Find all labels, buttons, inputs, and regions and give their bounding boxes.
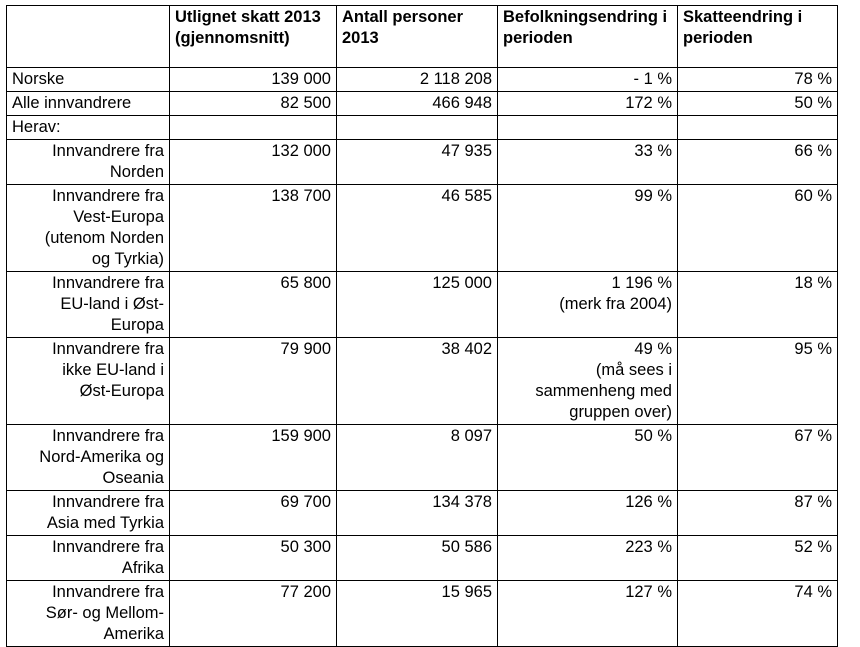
header-row: [7, 6, 838, 68]
row-label: Innvandrere fra ikke EU-land i Øst-Europa: [7, 338, 170, 425]
row-label: Innvandrere fra Nord-Amerika og Oseania: [7, 425, 170, 491]
row-label: Innvandrere fra EU-land i Øst-Europa: [7, 272, 170, 338]
cell-tax-change: 18 %: [678, 272, 838, 338]
row-label: Alle innvandrere: [7, 92, 170, 116]
cell-pop-change: [498, 491, 678, 536]
cell-tax-change: 66 %: [678, 140, 838, 185]
cell-tax: 138 700: [170, 185, 337, 272]
cell-tax-change: 78 %: [678, 68, 838, 92]
row-label: Innvandrere fra Vest-Europa (utenom Norden og Tyrkia): [7, 185, 170, 272]
tax-table: [6, 5, 838, 647]
header-tax: Utlignet skatt 2013 (gjennomsnitt): [170, 6, 337, 68]
table-row: [7, 491, 838, 536]
cell-pop-change: [498, 272, 678, 338]
cell-tax: 139 000: [170, 68, 337, 92]
cell-pop-change: [498, 140, 678, 185]
table-row: [7, 581, 838, 647]
cell-pop-change: [498, 425, 678, 491]
cell-tax: 69 700: [170, 491, 337, 536]
table-row: [7, 272, 838, 338]
cell-pop-change: [498, 338, 678, 425]
cell-persons: 47 935: [337, 140, 498, 185]
header-label: [7, 6, 170, 68]
table-row: [7, 536, 838, 581]
cell-persons: [337, 116, 498, 140]
pop-change-value: 99 %: [634, 187, 672, 205]
table-row: [7, 116, 838, 140]
cell-tax: 82 500: [170, 92, 337, 116]
row-label: Innvandrere fra Asia med Tyrkia: [7, 491, 170, 536]
pop-change-value: 33 %: [634, 142, 672, 160]
pop-change-note: (merk fra 2004): [559, 295, 672, 313]
cell-pop-change: [498, 116, 678, 140]
cell-tax-change: 60 %: [678, 185, 838, 272]
cell-tax-change: 52 %: [678, 536, 838, 581]
cell-pop-change: [498, 185, 678, 272]
pop-change-value: 50 %: [634, 427, 672, 445]
cell-pop-change: [498, 92, 678, 116]
cell-tax-change: 95 %: [678, 338, 838, 425]
cell-persons: 15 965: [337, 581, 498, 647]
table-row: [7, 140, 838, 185]
cell-tax-change: 67 %: [678, 425, 838, 491]
cell-persons: 466 948: [337, 92, 498, 116]
cell-tax: [170, 116, 337, 140]
pop-change-value: 1 196 %: [611, 274, 672, 292]
cell-pop-change: [498, 536, 678, 581]
cell-tax-change: 87 %: [678, 491, 838, 536]
cell-persons: 46 585: [337, 185, 498, 272]
row-label: Innvandrere fra Afrika: [7, 536, 170, 581]
header-tax-change: Skatteendring i perioden: [678, 6, 838, 68]
cell-persons: 125 000: [337, 272, 498, 338]
cell-tax-change: 74 %: [678, 581, 838, 647]
cell-tax: 132 000: [170, 140, 337, 185]
pop-change-value: - 1 %: [633, 70, 672, 88]
cell-persons: 2 118 208: [337, 68, 498, 92]
row-label: Innvandrere fra Norden: [7, 140, 170, 185]
cell-persons: 38 402: [337, 338, 498, 425]
cell-tax: 79 900: [170, 338, 337, 425]
table-row: [7, 185, 838, 272]
cell-persons: 50 586: [337, 536, 498, 581]
cell-tax: 159 900: [170, 425, 337, 491]
cell-pop-change: [498, 68, 678, 92]
cell-tax-change: 50 %: [678, 92, 838, 116]
pop-change-value: 127 %: [625, 583, 672, 601]
row-label: Innvandrere fra Sør- og Mellom-Amerika: [7, 581, 170, 647]
cell-tax-change: [678, 116, 838, 140]
header-persons: Antall personer 2013: [337, 6, 498, 68]
cell-tax: 65 800: [170, 272, 337, 338]
row-label: Norske: [7, 68, 170, 92]
table-row: [7, 68, 838, 92]
cell-pop-change: [498, 581, 678, 647]
row-label: Herav:: [7, 116, 170, 140]
table-row: [7, 92, 838, 116]
cell-persons: 134 378: [337, 491, 498, 536]
cell-tax: 77 200: [170, 581, 337, 647]
table-row: [7, 338, 838, 425]
table-row: [7, 425, 838, 491]
pop-change-value: 49 %: [634, 340, 672, 358]
pop-change-value: 223 %: [625, 538, 672, 556]
cell-persons: 8 097: [337, 425, 498, 491]
pop-change-value: 172 %: [625, 94, 672, 112]
cell-tax: 50 300: [170, 536, 337, 581]
header-pop-change: Befolkningsendring i perioden: [498, 6, 678, 68]
table-body: [7, 68, 838, 647]
pop-change-note: (må sees i sammenheng med gruppen over): [535, 361, 672, 421]
pop-change-value: 126 %: [625, 493, 672, 511]
